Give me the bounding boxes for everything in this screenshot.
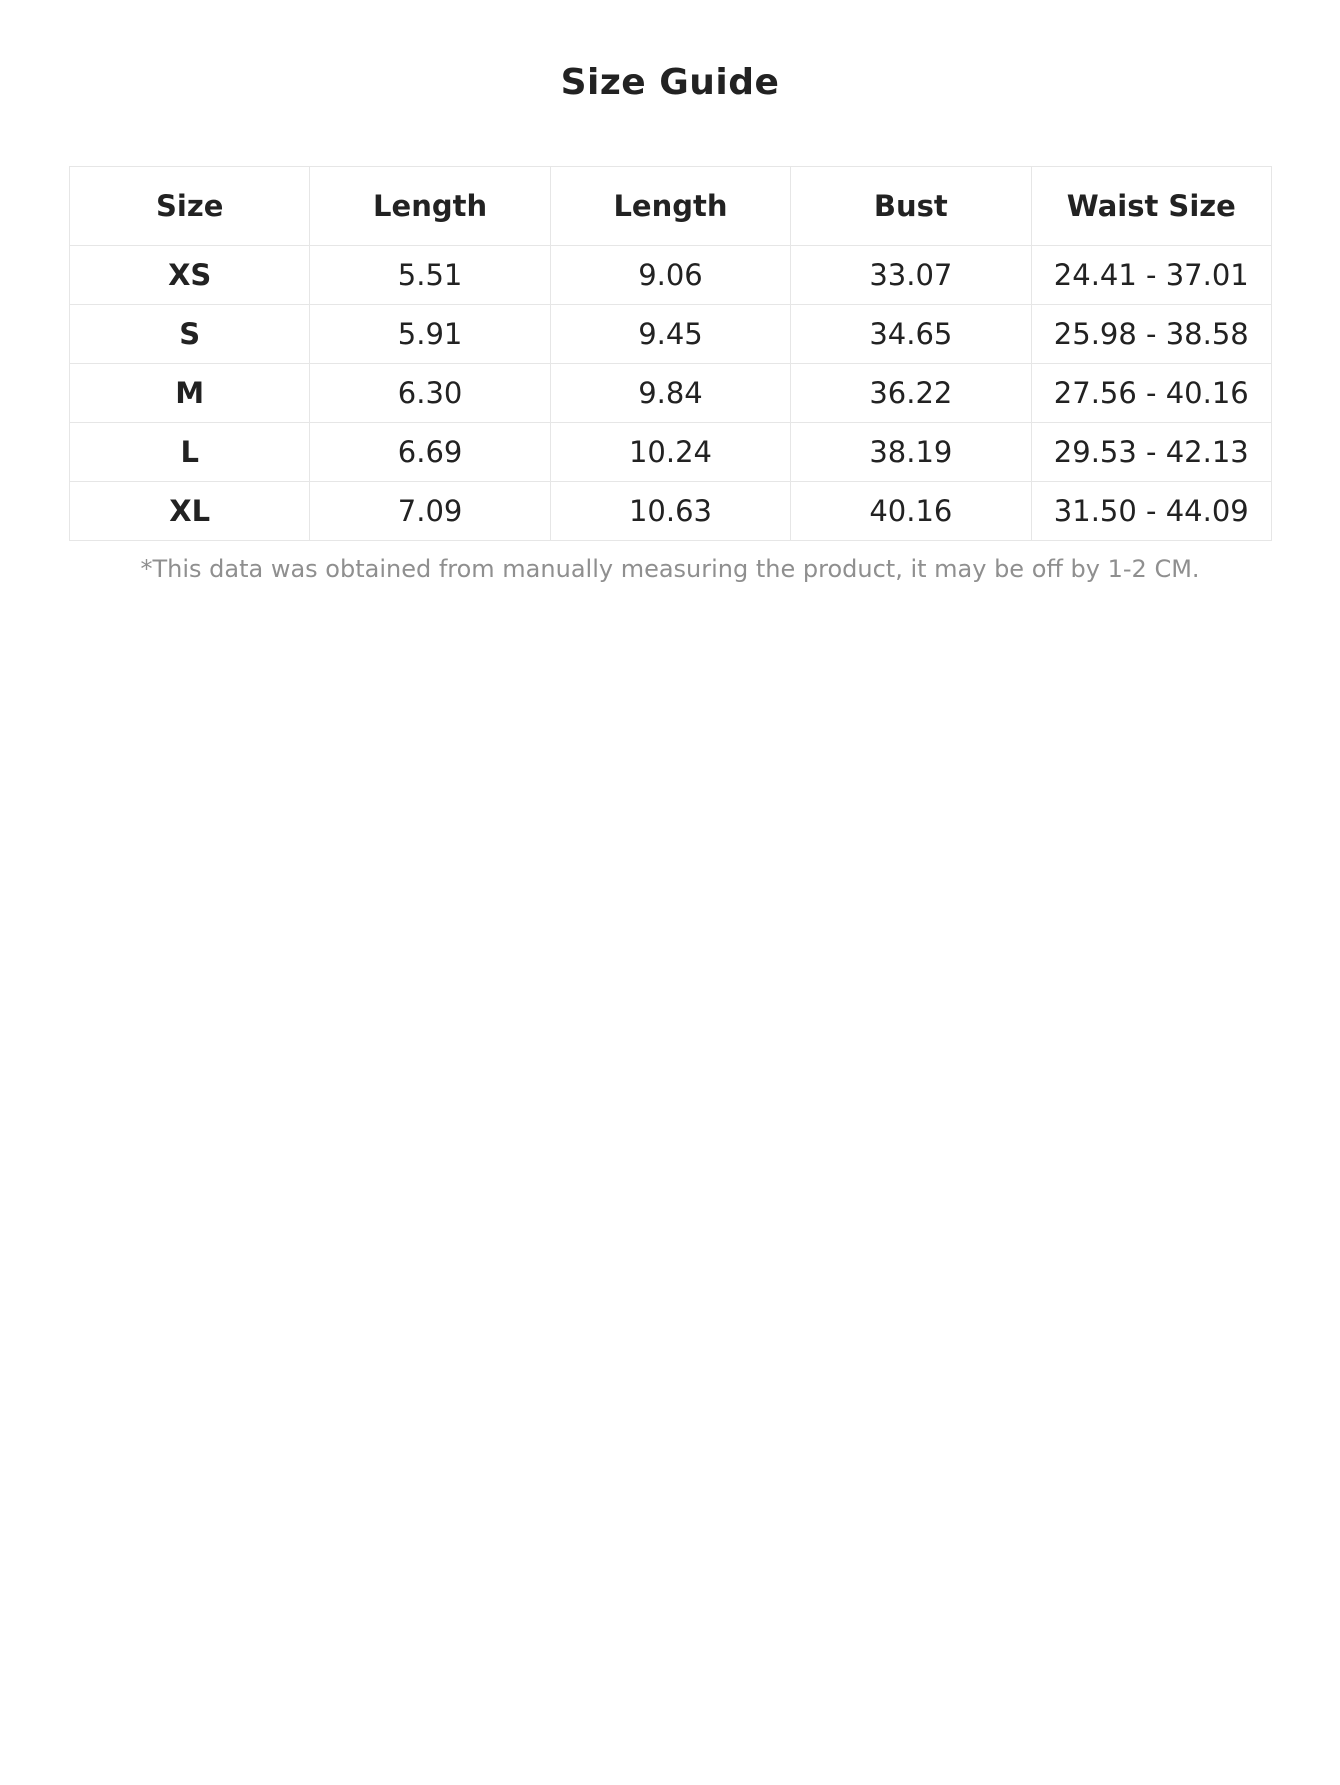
bust-cell: 36.22 [791, 364, 1031, 423]
waist-size-cell: 29.53 - 42.13 [1031, 423, 1271, 482]
table-row [70, 246, 1272, 305]
size-table [69, 166, 1272, 541]
length-2-cell: 9.06 [550, 246, 790, 305]
page-title: Size Guide [560, 62, 780, 103]
length-2-cell: 10.63 [550, 482, 790, 541]
length-2-cell: 9.45 [550, 305, 790, 364]
waist-size-cell: 31.50 - 44.09 [1031, 482, 1271, 541]
measurement-footnote: *This data was obtained from manually measuring the product, it may be off by 1-2 CM. [140, 555, 1200, 583]
table-row [70, 364, 1272, 423]
length-1-cell: 6.30 [310, 364, 550, 423]
waist-size-cell: 24.41 - 37.01 [1031, 246, 1271, 305]
header-length-2: Length [550, 167, 790, 246]
header-bust: Bust [791, 167, 1031, 246]
header-size: Size [70, 167, 310, 246]
size-cell: XL [70, 482, 310, 541]
length-1-cell: 6.69 [310, 423, 550, 482]
size-cell: S [70, 305, 310, 364]
bust-cell: 40.16 [791, 482, 1031, 541]
length-2-cell: 10.24 [550, 423, 790, 482]
table-row [70, 482, 1272, 541]
waist-size-cell: 25.98 - 38.58 [1031, 305, 1271, 364]
waist-size-cell: 27.56 - 40.16 [1031, 364, 1271, 423]
header-waist-size: Waist Size [1031, 167, 1271, 246]
bust-cell: 34.65 [791, 305, 1031, 364]
table-header [70, 167, 1272, 246]
header-row [70, 167, 1272, 246]
length-1-cell: 7.09 [310, 482, 550, 541]
table-row [70, 305, 1272, 364]
length-2-cell: 9.84 [550, 364, 790, 423]
bust-cell: 38.19 [791, 423, 1031, 482]
size-cell: M [70, 364, 310, 423]
table-body [70, 246, 1272, 541]
size-cell: L [70, 423, 310, 482]
size-cell: XS [70, 246, 310, 305]
header-length-1: Length [310, 167, 550, 246]
length-1-cell: 5.91 [310, 305, 550, 364]
length-1-cell: 5.51 [310, 246, 550, 305]
table-row [70, 423, 1272, 482]
bust-cell: 33.07 [791, 246, 1031, 305]
